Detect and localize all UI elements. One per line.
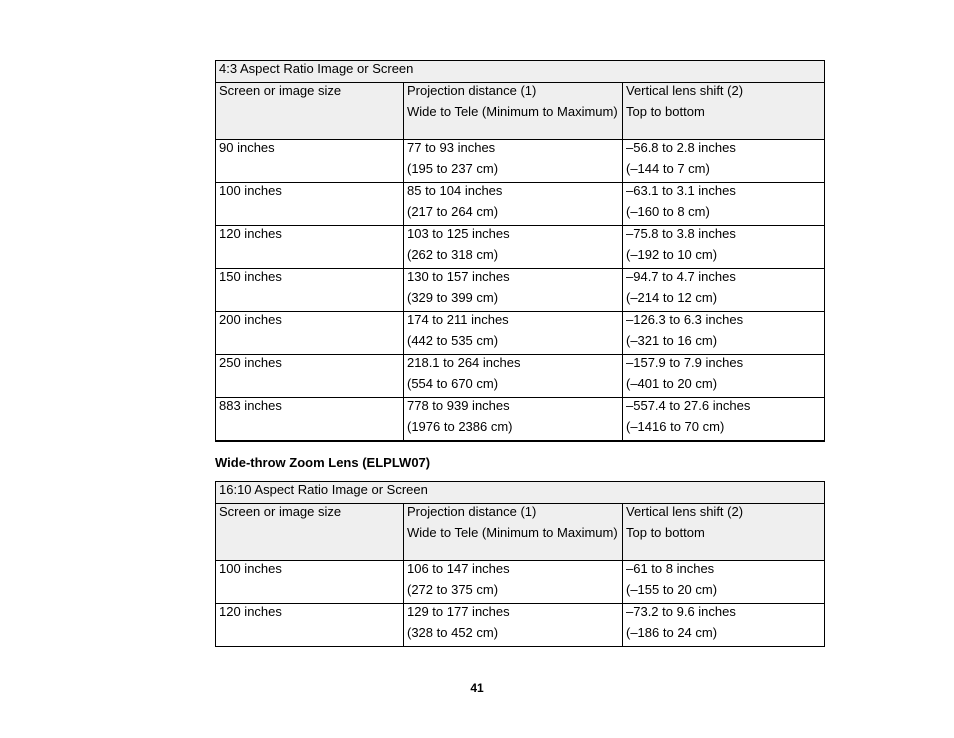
table-row: [216, 183, 825, 226]
page-number: 41: [470, 681, 484, 695]
table-row: [216, 312, 825, 355]
aspect-16-10-table: [215, 481, 825, 647]
cell-projection-distance: [404, 140, 623, 183]
cell-value: 77 to 93 inches: [407, 140, 496, 155]
cell-screen-size: [216, 269, 404, 312]
cell-value-metric: (–160 to 8 cm): [626, 204, 710, 219]
table-row: [216, 226, 825, 269]
table-row: [216, 561, 825, 604]
table-caption: 4:3 Aspect Ratio Image or Screen: [216, 61, 825, 83]
cell-lens-shift: [623, 140, 825, 183]
cell-value-metric: (–155 to 20 cm): [626, 582, 718, 597]
cell-value-metric: (–192 to 10 cm): [626, 247, 718, 262]
cell-value: 218.1 to 264 inches: [407, 355, 521, 370]
cell-value: –94.7 to 4.7 inches: [626, 269, 736, 284]
cell-projection-distance: [404, 355, 623, 398]
table-row: [216, 604, 825, 647]
cell-value-metric: (554 to 670 cm): [407, 376, 499, 391]
column-header-projection-distance: [404, 504, 623, 561]
cell-screen-size: [216, 226, 404, 269]
cell-value: 778 to 939 inches: [407, 398, 510, 413]
cell-value: –73.2 to 9.6 inches: [626, 604, 736, 619]
cell-value-metric: (329 to 399 cm): [407, 290, 499, 305]
aspect-4-3-table: [215, 60, 825, 442]
cell-value: 120 inches: [219, 604, 282, 619]
cell-value-metric: (1976 to 2386 cm): [407, 419, 513, 434]
column-header-size: Screen or image size: [216, 83, 404, 140]
cell-value-metric: (–214 to 12 cm): [626, 290, 718, 305]
table-row: [216, 140, 825, 183]
cell-value: 174 to 211 inches: [407, 312, 509, 327]
cell-lens-shift: [623, 561, 825, 604]
cell-screen-size: [216, 398, 404, 441]
cell-value: –75.8 to 3.8 inches: [626, 226, 736, 241]
cell-value: 85 to 104 inches: [407, 183, 503, 198]
table-caption: 16:10 Aspect Ratio Image or Screen: [216, 482, 825, 504]
cell-lens-shift: [623, 604, 825, 647]
cell-screen-size: [216, 355, 404, 398]
cell-value-metric: (–1416 to 70 cm): [626, 419, 725, 434]
cell-value-metric: (217 to 264 cm): [407, 204, 499, 219]
cell-value: 129 to 177 inches: [407, 604, 510, 619]
cell-value: –157.9 to 7.9 inches: [626, 355, 744, 370]
cell-value: 106 to 147 inches: [407, 561, 510, 576]
cell-value: –61 to 8 inches: [626, 561, 715, 576]
cell-lens-shift: [623, 355, 825, 398]
cell-lens-shift: [623, 226, 825, 269]
header-line-1: Projection distance (1): [407, 83, 537, 98]
cell-value: 200 inches: [219, 312, 282, 327]
cell-value: 120 inches: [219, 226, 282, 241]
cell-lens-shift: [623, 269, 825, 312]
cell-screen-size: [216, 140, 404, 183]
cell-screen-size: [216, 604, 404, 647]
cell-screen-size: [216, 183, 404, 226]
cell-value-metric: (195 to 237 cm): [407, 161, 499, 176]
cell-value-metric: (272 to 375 cm): [407, 582, 499, 597]
cell-lens-shift: [623, 398, 825, 441]
cell-value-metric: (–144 to 7 cm): [626, 161, 710, 176]
cell-value: 150 inches: [219, 269, 282, 284]
cell-value: –126.3 to 6.3 inches: [626, 312, 744, 327]
cell-value: –557.4 to 27.6 inches: [626, 398, 751, 413]
cell-lens-shift: [623, 183, 825, 226]
cell-value-metric: (–401 to 20 cm): [626, 376, 718, 391]
cell-projection-distance: [404, 226, 623, 269]
header-line-1: Vertical lens shift (2): [626, 504, 744, 519]
header-line-1: Vertical lens shift (2): [626, 83, 744, 98]
cell-value: 90 inches: [219, 140, 275, 155]
cell-value-metric: (–186 to 24 cm): [626, 625, 718, 640]
cell-projection-distance: [404, 604, 623, 647]
header-line-1: Projection distance (1): [407, 504, 537, 519]
cell-projection-distance: [404, 398, 623, 441]
cell-screen-size: [216, 312, 404, 355]
cell-value: 100 inches: [219, 183, 282, 198]
table-row: [216, 355, 825, 398]
table-row: [216, 269, 825, 312]
column-header-projection-distance: [404, 83, 623, 140]
cell-screen-size: [216, 561, 404, 604]
cell-value-metric: (262 to 318 cm): [407, 247, 499, 262]
cell-value-metric: (–321 to 16 cm): [626, 333, 718, 348]
cell-value: 250 inches: [219, 355, 282, 370]
header-line-2: Wide to Tele (Minimum to Maximum): [407, 104, 618, 119]
cell-projection-distance: [404, 561, 623, 604]
section-heading: Wide-throw Zoom Lens (ELPLW07): [215, 455, 431, 470]
cell-value: 883 inches: [219, 398, 282, 413]
cell-value: –56.8 to 2.8 inches: [626, 140, 736, 155]
cell-projection-distance: [404, 183, 623, 226]
cell-projection-distance: [404, 269, 623, 312]
cell-value-metric: (328 to 452 cm): [407, 625, 499, 640]
cell-value: –63.1 to 3.1 inches: [626, 183, 736, 198]
table-row: [216, 398, 825, 441]
cell-projection-distance: [404, 312, 623, 355]
header-line-2: Top to bottom: [626, 525, 705, 540]
header-line-2: Wide to Tele (Minimum to Maximum): [407, 525, 618, 540]
cell-lens-shift: [623, 312, 825, 355]
cell-value: 103 to 125 inches: [407, 226, 510, 241]
cell-value: 100 inches: [219, 561, 282, 576]
column-header-lens-shift: [623, 83, 825, 140]
header-line-2: Top to bottom: [626, 104, 705, 119]
column-header-size: Screen or image size: [216, 504, 404, 561]
cell-value-metric: (442 to 535 cm): [407, 333, 499, 348]
cell-value: 130 to 157 inches: [407, 269, 510, 284]
column-header-lens-shift: [623, 504, 825, 561]
